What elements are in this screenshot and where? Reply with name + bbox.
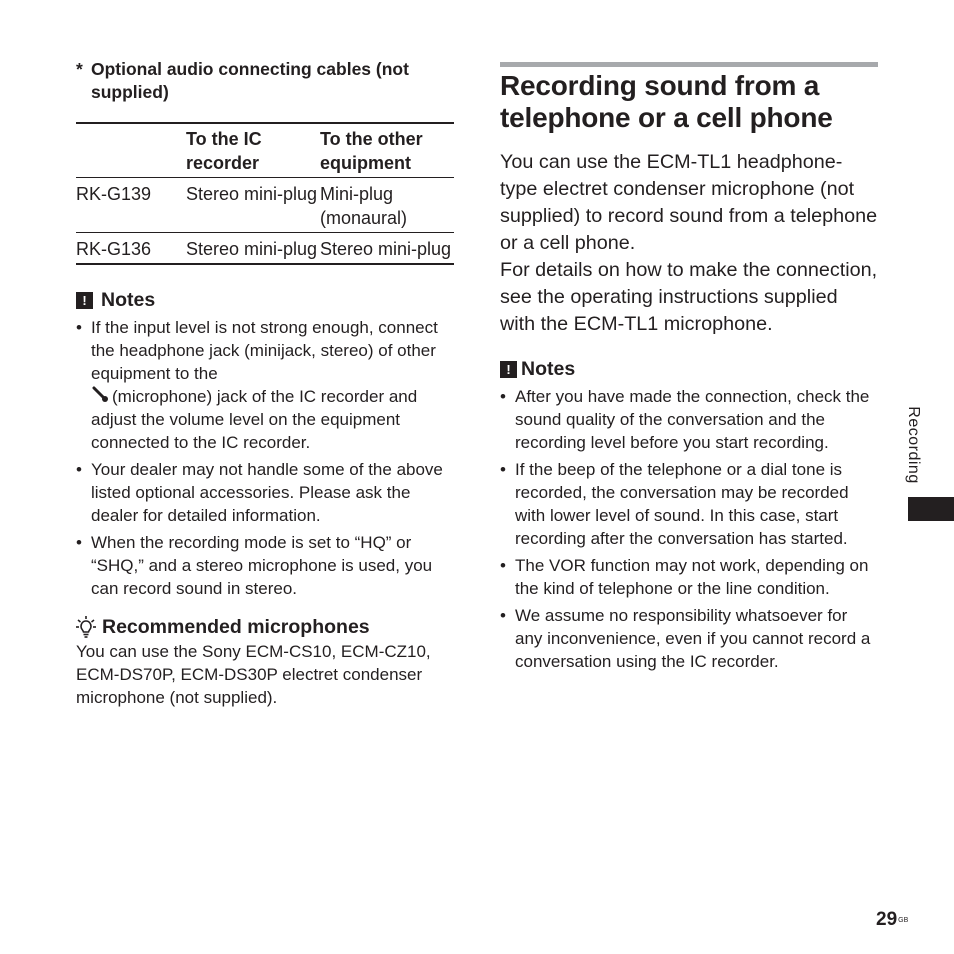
bullet: • <box>76 533 82 552</box>
bullet: • <box>500 556 506 575</box>
note-text: (microphone) jack of the IC recorder and adjust the volume level on the equipment connected to the IC recorder. <box>91 387 418 452</box>
cable-footnote <box>76 58 454 104</box>
section-side-label <box>902 395 924 495</box>
section-tab-marker <box>908 497 954 521</box>
footnote-text: Optional audio connecting cables (not supplied) <box>91 59 409 102</box>
section-label-text: Recording <box>905 406 922 484</box>
list-item <box>76 458 454 527</box>
bullet: • <box>76 460 82 479</box>
table-row <box>76 178 454 233</box>
list-item <box>500 385 878 454</box>
left-notes-title: Notes <box>101 289 156 311</box>
intro-paragraph: You can use the ECM-TL1 headphone-type electret condenser microphone (not supplied) to record sound from a telephone or a cell phone. <box>500 151 878 254</box>
table-header-cell <box>76 123 186 178</box>
intro-paragraph: For details on how to make the connection, see the operating instructions supplied with the ECM-TL1 microphone. <box>500 259 878 335</box>
list-item <box>76 316 454 454</box>
list-item <box>76 531 454 600</box>
right-notes-heading <box>500 356 878 382</box>
page-number-suffix: GB <box>898 917 909 924</box>
table-header-cell: To the IC recorder <box>186 129 262 173</box>
cables-table <box>76 122 454 265</box>
note-text: Your dealer may not handle some of the above listed optional accessories. Please ask the dealer for detailed information. <box>91 460 443 525</box>
tip-text: You can use the Sony ECM-CS10, ECM-CZ10, ECM-DS70P, ECM-DS30P electret condenser microphone (not supplied). <box>76 642 431 707</box>
list-item <box>500 554 878 600</box>
note-text: If the input level is not strong enough, connect the headphone jack (minijack, stereo) of other equipment to the <box>91 318 438 383</box>
left-column <box>76 58 454 709</box>
page-title: Recording sound from a telephone or a cell phone <box>500 70 833 133</box>
bullet: • <box>76 318 82 337</box>
microphone-icon <box>91 386 109 402</box>
list-item <box>500 604 878 673</box>
table-row <box>76 233 454 265</box>
lightbulb-hint-icon <box>76 616 96 638</box>
warning-note-icon: ! <box>500 361 517 378</box>
right-notes-list <box>500 385 878 673</box>
note-text: When the recording mode is set to “HQ” or “SHQ,” and a stereo microphone is used, you can record sound in stereo. <box>91 533 433 598</box>
list-item <box>500 458 878 550</box>
table-cell: Stereo mini-plug <box>186 239 318 259</box>
left-notes-heading <box>76 287 454 313</box>
table-header-row <box>76 123 454 178</box>
bullet: • <box>500 387 506 406</box>
page-number <box>876 909 908 931</box>
page-number-value: 29 <box>876 909 898 930</box>
note-text: If the beep of the telephone or a dial tone is recorded, the conversation may be recorded with lower level of sound. In this case, start recording after the conversation has started. <box>515 460 849 548</box>
table-cell: RK-G139 <box>76 184 152 204</box>
table-cell: RK-G136 <box>76 239 152 259</box>
right-notes-title: Notes <box>521 358 576 380</box>
tip-title: Recommended microphones <box>102 616 370 638</box>
table-header-cell: To the other equipment <box>320 129 423 173</box>
footnote-asterisk: * <box>76 59 83 79</box>
bullet: • <box>500 606 506 625</box>
right-column <box>500 62 878 673</box>
table-cell: Stereo mini-plug <box>320 239 452 259</box>
left-notes-list <box>76 316 454 600</box>
bullet: • <box>500 460 506 479</box>
table-cell: Stereo mini-plug <box>186 184 318 204</box>
warning-note-icon: ! <box>76 292 93 309</box>
table-cell: Mini-plug (monaural) <box>320 184 408 228</box>
tip-heading <box>76 614 454 640</box>
note-text: The VOR function may not work, depending on the kind of telephone or the line condition. <box>515 556 869 598</box>
title-rule <box>500 62 878 67</box>
note-text: After you have made the connection, check the sound quality of the conversation and the recording level before you start recording. <box>515 387 870 452</box>
note-text: We assume no responsibility whatsoever for any inconvenience, even if you cannot record a conversation using the IC recorder. <box>515 606 871 671</box>
